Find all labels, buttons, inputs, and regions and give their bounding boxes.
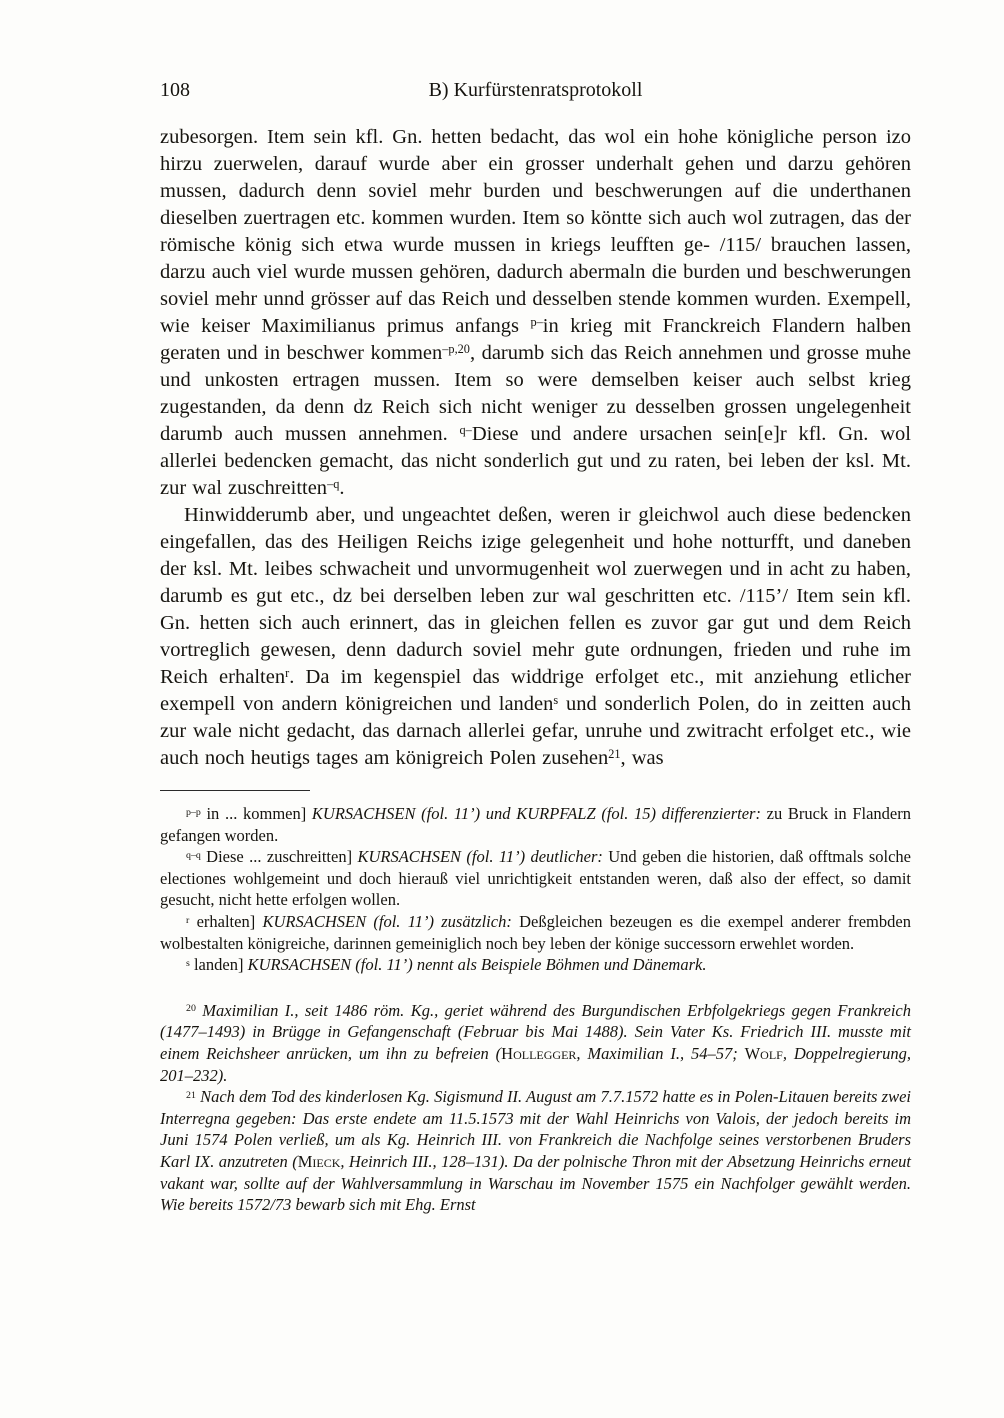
text-segment: erhalten] <box>189 911 263 931</box>
book-page <box>160 78 911 1216</box>
text-segment: Mieck <box>297 1151 341 1171</box>
text-segment: Nach dem Tod des kinderlosen Kg. Sigismund II. August am 7.7.1572 hatte es in Polen-Litauen bereits zwei Interregna gegeben: Das erste endete am 11.5.1573 mit der Wahl Heinrichs von Valois, der jedoch bereits im Juni 1574 Polen verließ, um als Kg. Heinrich III. von Frankreich die Nachfolge seines verstorbenen Bruders Karl IX. anzutreten ( <box>160 1087 911 1171</box>
apparatus-entry <box>160 911 911 954</box>
note-mark: r <box>285 666 290 681</box>
note-mark: q– <box>459 423 472 438</box>
note-mark: 21 <box>186 1089 196 1101</box>
text-segment: , Heinrich III., 128–131). Da der polnische Thron mit der Absetzung Heinrichs erneut vakant war, sollte auf der Wahlversammlung in Warschau im November 1575 ein Nachfolger gewählt werden. Wie bereits 1572/73 bewarb sich mit Ehg. Ernst <box>160 1151 911 1215</box>
text-segment: . <box>339 477 345 499</box>
note-mark: p– <box>530 315 543 330</box>
text-segment: , darumb sich das Reich annehmen und grosse muhe und unkosten ertragen mussen. Item so were demselben keiser auch selbst krieg zugestanden, da denn dz Reich sich nicht weniger zu desselben grossen ungelegenheit darumb auch mussen annehmen. <box>160 342 911 445</box>
text-segment: , Maximilian I., 54–57; <box>576 1043 745 1063</box>
text-segment: in krieg mit Franckreich Flandern halben geraten und in beschwer kommen <box>160 315 911 364</box>
apparatus-entry <box>160 803 911 846</box>
note-mark: q–q <box>186 849 201 861</box>
text-segment: . Da im kegenspiel das widdrige erfolget etc., mit anziehung etlicher exempell von andern königreichen und landen <box>160 666 911 715</box>
note-mark: 21 <box>608 747 621 762</box>
text-segment: Deßgleichen bezeugen es die exempel anderer frembden wolbestalten königreiche, darinnen gemeiniglich noch bey leben der könige successorn erwehlet worden. <box>160 911 911 953</box>
text-segment: Diese ... zuschreitten] <box>200 847 358 867</box>
footnote-entry <box>160 1086 911 1216</box>
note-mark: s <box>186 957 190 969</box>
text-segment: und sonderlich Polen, do in zeitten auch zur wale nicht gedacht, das darnach allerlei gefar, unruhe und zwitracht erfolget etc., wie auch noch heutigs tages am königreich Polen zusehen <box>160 693 911 769</box>
text-segment: , was <box>620 747 664 769</box>
text-segment: , Doppelregierung, 201–232). <box>160 1043 911 1085</box>
text-segment: zubesorgen. Item sein kfl. Gn. hetten bedacht, das wol ein hohe königliche person izo hirzu zuerwelen, darauf wurde aber ein grosser underhalt gehen und darzu gehören mussen, dadurch denn soviel mehr burden und beschwerungen auf die underthanen dieselben zuertragen etc. kommen wurden. Item so köntte sich auch wol zutragen, das der römische könig sich etwa wurde mussen in kriegs leufften ge- /115/ brauchen lassen, darzu auch viel wurde mussen gehören, dadurch abermaln die burden und beschwerungen soviel mehr unnd grösser auf das Reich und desselben stende kommen wurden. Exempell, wie keiser Maximilianus primus anfangs <box>160 126 911 337</box>
apparatus-entry <box>160 954 911 976</box>
paragraph <box>160 502 911 772</box>
text-segment: zu Bruck in Flandern gefangen worden. <box>160 804 911 845</box>
note-mark: s <box>553 693 559 708</box>
text-segment: Wolf <box>744 1043 783 1063</box>
footnote-entry <box>160 1000 911 1086</box>
text-segment: KURSACHSEN (fol. 11’) und KURPFALZ (fol. 15) differenzierter: <box>311 804 761 823</box>
text-segment: Maximilian I., seit 1486 röm. Kg., geriet während des Burgundischen Erbfolgekriegs gegen Frankreich (1477–1493) in Brügge in Gefangenschaft (Februar bis Mai 1488). Sein Vater Ks. Friedrich III. musste mit einem Reichsheer anrücken, um ihn zu befreien ( <box>160 1000 911 1063</box>
text-segment: KURSACHSEN (fol. 11’) nennt als Beispiele Böhmen und Dänemark. <box>247 955 707 975</box>
page-header <box>160 78 911 102</box>
note-mark: –q <box>327 477 340 492</box>
note-mark: r <box>186 914 190 926</box>
note-mark: p–p <box>186 806 201 818</box>
apparatus-entry <box>160 846 911 911</box>
footnotes <box>160 1000 911 1216</box>
main-text <box>160 124 911 772</box>
text-segment: KURSACHSEN (fol. 11’) zusätzlich: <box>262 911 512 931</box>
text-segment: Diese und andere ursachen sein[e]r kfl. Gn. wol allerlei bedencken gemacht, das nicht sonderlich gut und zu raten, bei leben der ksl. Mt. zur wal zuschreitten <box>160 423 912 499</box>
text-segment: Hollegger <box>501 1043 577 1063</box>
note-mark: 20 <box>186 1003 196 1015</box>
paragraph <box>160 124 911 502</box>
text-segment: in ... kommen] <box>200 804 312 823</box>
text-segment: Und geben die historien, daß offtmals solche electiones wohlgemeint und doch hierauß viel unrichtigkeit entstanden weren, daß also der effect, so damit gesucht, nicht hette erfolgen wollen. <box>160 847 911 910</box>
footnote-separator <box>160 790 310 791</box>
text-segment: Hinwidderumb aber, und ungeachtet deßen, weren ir gleichwol auch diese bedencken eingefallen, das des Heiligen Reichs izige gelegenheit und hohe notturfft, und daneben der ksl. Mt. leibes schwacheit und unvormugenheit wol zuerwegen und in acht zu haben, darumb es gut etc., dz bei derselben leben zur wal geschritten etc. /115’/ Item sein kfl. Gn. hetten sich auch erinnert, das in gleichen fellen es zuvor gar gut und dem Reich vortreglich gewesen, denn dadurch soviel mehr gute ordnungen, frieden und ruhe im Reich erhalten <box>160 504 911 688</box>
text-segment: landen] <box>189 955 248 975</box>
text-segment: KURSACHSEN (fol. 11’) deutlicher: <box>357 847 603 867</box>
note-mark: –p,20 <box>442 342 470 357</box>
critical-apparatus <box>160 803 911 976</box>
page-number: 108 <box>160 79 190 101</box>
running-head: B) Kurfürstenratsprotokoll <box>428 79 643 101</box>
